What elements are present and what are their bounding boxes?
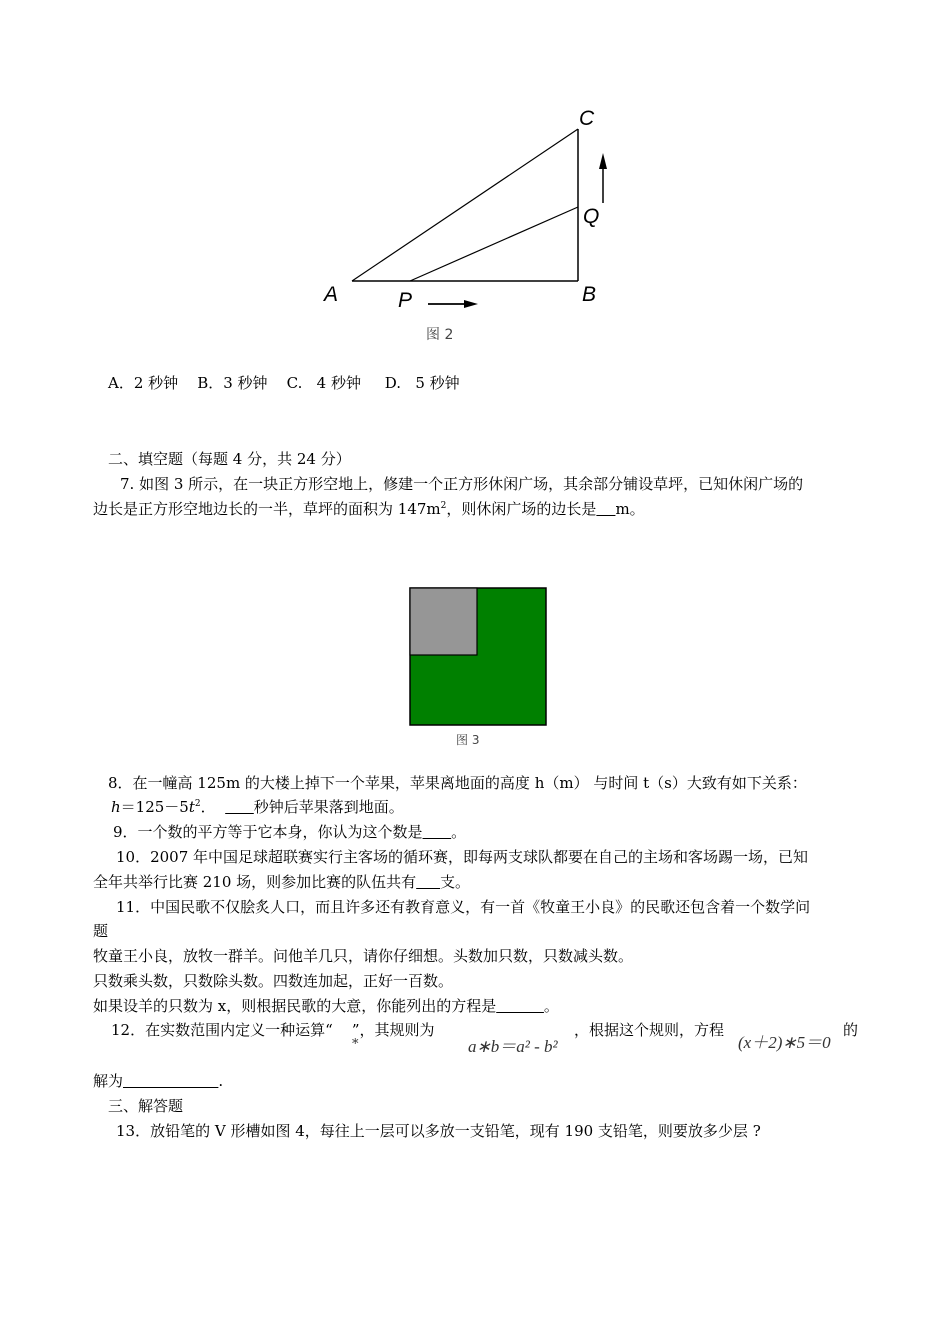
q10-line2 [93,872,470,892]
q9 [113,822,466,842]
q8-text-post: 秒钟后苹果落到地面。 [253,798,404,816]
q7-text-c: m。 [615,500,645,518]
q11-line4: 只数乘头数，只数除头数。四数连加起，正好一百数。 [93,972,454,990]
q7-line1: 7. 如图 3 所示，在一块正方形空地上，修建一个正方形休闲广场，其余部分铺设草坪，已知休闲广场的 [120,475,804,493]
q8-line1: 8．在一幢高 125m 的大楼上掉下一个苹果，苹果离地面的高度 h（m） 与时间 t（s）大致有如下关系： [108,774,807,792]
q8-var-t: t [188,798,195,816]
section-3-title: 三、解答题 [108,1097,184,1115]
figure-3-square [405,585,555,750]
q11-line3: 牧童王小良，放牧一群羊。问他羊几只，请你仔细想。头数加只数，只数减头数。 [93,947,634,965]
section-2-title: 二、填空题（每题 4 分，共 24 分） [108,450,351,468]
q12-text-b: ，根据这个规则，方程 [574,1021,725,1039]
figure-3-caption: 图 3 [456,733,480,747]
q7-text-b: ，则休闲广场的边长是 [446,500,597,518]
q7-line2 [93,499,645,519]
point-b-label: B [582,283,597,306]
q7-text-a: 边长是正方形空地边长的一半，草坪的面积为 147m [93,500,441,518]
q13: 13．放铅笔的 V 形槽如图 4，每往上一层可以多放一支铅笔，现有 190 支铅笔，则要放多少层 ? [116,1122,761,1140]
q6-options: A．2 秒钟 B．3 秒钟 C. 4 秒钟 D. 5 秒钟 [108,374,460,392]
q7-superscript: 2 [440,501,447,511]
q8-superscript: 2 [194,799,201,809]
q11-text-b: 。 [543,997,559,1015]
segment-pq [410,207,578,281]
q12-text-e: . [218,1072,224,1090]
q10-line1: 10．2007 年中国足球超联赛实行主客场的循环赛，即每两支球队都要在自己的主场和客场踢一场，已知 [116,848,809,866]
q12-line2 [93,1071,223,1091]
q12-answer-blank [123,1072,218,1090]
q11-line5 [93,996,559,1016]
q8-formula-mid: ＝125－5 [120,798,189,816]
q8-var-h: h [111,798,121,816]
q12-text-d: 解为 [93,1072,124,1090]
q10-answer-blank [416,873,440,891]
q10-text-a: 全年共举行比赛 210 场，则参加比赛的队伍共有 [93,873,417,891]
plaza-area [410,588,477,655]
arrow-right-icon [428,300,478,308]
figure-2-caption: 图 2 [426,327,454,343]
q12-text-c: 的 [843,1021,859,1039]
q9-text-b: 。 [451,823,467,841]
q10-text-b: 支。 [440,873,471,891]
figure-2-triangle [300,95,630,350]
q7-answer-blank [596,500,615,518]
q8-formula-end: ． [200,798,216,816]
segment-ac [352,129,578,281]
arrow-up-icon [599,153,607,203]
q9-answer-blank [423,823,452,841]
point-q-label: Q [583,205,600,228]
point-p-label: P [398,289,413,312]
q11-line2: 题 [93,922,109,940]
point-a-label: A [324,283,339,306]
q12-star-symbol: * [352,1037,359,1052]
q12-rule-formula: a∗b＝a² - b² [468,1037,558,1056]
q8-line2 [111,797,404,817]
q8-answer-blank [225,798,254,816]
q11-line1: 11．中国民歌不仅脍炙人口，而且许多还有教育意义，有一首《牧童王小良》的民歌还包含着一个数学问 [116,898,811,916]
q9-text-a: 9．一个数的平方等于它本身，你认为这个数是 [113,823,423,841]
q11-text-a: 如果设羊的只数为 x，则根据民歌的大意，你能列出的方程是 [93,997,497,1015]
q11-answer-blank [496,997,544,1015]
point-c-label: C [579,107,595,130]
q12-text-a: 12．在实数范围内定义一种运算“ ”，其规则为 [111,1021,435,1039]
q12-equation: (x＋2)∗5＝0 [738,1033,831,1052]
